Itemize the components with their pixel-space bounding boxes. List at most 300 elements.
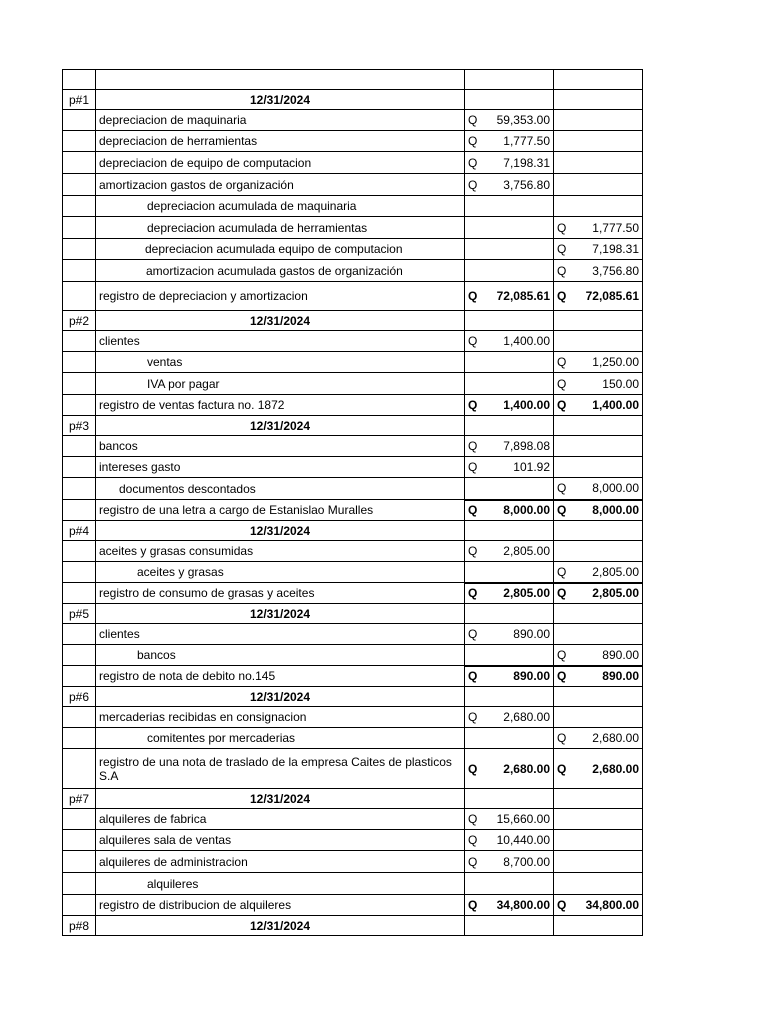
debit-cell [465,373,554,395]
account-row [63,436,643,457]
currency-symbol: Q [557,481,567,496]
account-name: alquileres [96,873,465,895]
account-name: amortizacion gastos de organización [96,174,465,196]
debit-cell [465,521,554,541]
account-name: bancos [96,436,465,457]
amount [557,762,639,776]
account-row [63,196,643,217]
credit-cell [554,239,643,260]
entry-total-row [63,395,643,416]
entry-total-row [63,666,643,687]
entry-date: 12/31/2024 [96,789,465,809]
amount [557,221,639,235]
credit-cell [554,416,643,436]
entry-number: p#3 [63,416,96,436]
total-credit [554,282,643,311]
debit-cell [465,457,554,478]
amount-value: 34,800.00 [585,898,639,912]
account-row [63,728,643,749]
blank-cell [63,110,96,131]
amount [557,731,639,745]
credit-cell [554,830,643,851]
debit-cell [465,728,554,749]
credit-cell [554,311,643,331]
account-name: alquileres de fabrica [96,809,465,830]
currency-symbol: Q [557,898,567,912]
amount [557,503,639,517]
credit-cell [554,90,643,110]
currency-symbol: Q [468,669,478,684]
account-name: depreciacion de herramientas [96,131,465,152]
amount-value: 7,198.31 [503,155,550,170]
credit-cell [554,110,643,131]
blank-cell [63,457,96,478]
entry-number: p#6 [63,687,96,707]
account-row [63,110,643,131]
amount [557,565,639,579]
total-debit [465,500,554,521]
debit-cell [465,131,554,152]
total-credit [554,395,643,416]
blank-cell [63,373,96,395]
amount-value: 890.00 [602,647,639,662]
total-debit [465,282,554,311]
entry-header-row [63,416,643,436]
debit-cell [465,110,554,131]
currency-symbol: Q [468,627,478,641]
credit-cell [554,562,643,583]
currency-symbol: Q [468,586,478,601]
amount-value: 101.92 [513,460,550,474]
account-row [63,217,643,239]
amount [468,439,550,453]
entry-date: 12/31/2024 [96,90,465,110]
credit-cell [554,916,643,936]
currency-symbol: Q [468,898,478,912]
account-row [63,830,643,851]
credit-cell [554,131,643,152]
blank-cell [63,174,96,196]
total-debit [465,749,554,789]
account-name: clientes [96,331,465,352]
debit-cell [465,707,554,728]
currency-symbol: Q [468,334,478,348]
currency-symbol: Q [557,376,567,391]
debit-cell [465,352,554,373]
amount [468,544,550,558]
currency-symbol: Q [557,355,567,369]
debit-cell [465,562,554,583]
entry-description: registro de consumo de grasas y aceites [96,583,465,604]
amount-value: 1,777.50 [592,220,639,235]
amount-value: 8,000.00 [503,503,550,518]
account-name: depreciacion de equipo de computacion [96,152,465,174]
blank-cell [63,541,96,562]
credit-cell [554,541,643,562]
header-cell [96,70,465,90]
blank-cell [63,196,96,217]
credit-cell [554,217,643,239]
account-name: aceites y grasas [96,562,465,583]
blank-cell [63,282,96,311]
entry-description: registro de una letra a cargo de Estanislao Muralles [96,500,465,521]
debit-cell [465,604,554,624]
debit-cell [465,174,554,196]
entry-date: 12/31/2024 [96,521,465,541]
entry-header-row [63,311,643,331]
amount [468,156,550,170]
debit-cell [465,331,554,352]
account-name: intereses gasto [96,457,465,478]
debit-cell [465,478,554,500]
debit-cell [465,687,554,707]
account-row [63,809,643,830]
entry-header-row [63,789,643,809]
amount [468,710,550,724]
amount [468,586,550,600]
account-row [63,239,643,260]
amount [557,264,639,278]
amount [468,503,550,517]
currency-symbol: Q [468,503,478,518]
amount-value: 1,400.00 [592,398,639,412]
debit-cell [465,239,554,260]
debit-cell [465,851,554,873]
amount-value: 2,680.00 [592,731,639,745]
credit-cell [554,624,643,645]
currency-symbol: Q [557,586,567,601]
blank-cell [63,895,96,916]
amount [468,398,550,412]
account-name: IVA por pagar [96,373,465,395]
debit-cell [465,830,554,851]
amount [557,669,639,683]
currency-symbol: Q [557,398,567,412]
amount-value: 890.00 [513,669,550,684]
blank-cell [63,624,96,645]
header-row [63,70,643,90]
entry-total-row [63,583,643,604]
total-debit [465,895,554,916]
journal-table [62,69,643,936]
account-row [63,873,643,895]
entry-description: registro de una nota de traslado de la empresa Caites de plasticos S.A [96,749,465,789]
blank-cell [63,707,96,728]
currency-symbol: Q [557,669,567,684]
amount [468,334,550,348]
debit-cell [465,809,554,830]
amount-value: 1,777.50 [503,134,550,148]
account-name: documentos descontados [96,478,465,500]
credit-cell [554,728,643,749]
account-row [63,331,643,352]
amount [557,586,639,600]
blank-cell [63,666,96,687]
amount-value: 3,756.80 [503,177,550,192]
currency-symbol: Q [468,398,478,412]
amount [468,812,550,826]
blank-cell [63,830,96,851]
entry-description: registro de distribucion de alquileres [96,895,465,916]
credit-cell [554,331,643,352]
debit-cell [465,217,554,239]
amount [468,178,550,192]
credit-cell [554,457,643,478]
entry-date: 12/31/2024 [96,916,465,936]
amount-value: 3,756.80 [592,263,639,278]
currency-symbol: Q [557,761,567,776]
currency-symbol: Q [468,113,478,127]
blank-cell [63,645,96,666]
amount [557,648,639,662]
currency-symbol: Q [557,289,567,303]
amount-value: 150.00 [602,376,639,391]
entry-header-row [63,521,643,541]
currency-symbol: Q [468,439,478,453]
header-cell [63,70,96,90]
total-credit [554,666,643,687]
account-row [63,562,643,583]
currency-symbol: Q [468,177,478,192]
entry-number: p#2 [63,311,96,331]
amount-value: 890.00 [513,627,550,641]
account-row [63,851,643,873]
credit-cell [554,260,643,282]
blank-cell [63,131,96,152]
amount [557,289,639,303]
debit-cell [465,873,554,895]
currency-symbol: Q [557,647,567,662]
amount-value: 34,800.00 [496,898,550,912]
blank-cell [63,583,96,604]
account-row [63,152,643,174]
account-name: depreciacion de maquinaria [96,110,465,131]
debit-cell [465,311,554,331]
credit-cell [554,436,643,457]
entry-number: p#8 [63,916,96,936]
entry-date: 12/31/2024 [96,416,465,436]
account-row [63,645,643,666]
amount [468,627,550,641]
currency-symbol: Q [557,731,567,745]
header-cell [554,70,643,90]
account-name: amortizacion acumulada gastos de organización [96,260,465,282]
account-row [63,624,643,645]
account-name: depreciacion acumulada de herramientas [96,217,465,239]
amount-value: 1,400.00 [503,398,550,412]
account-name: comitentes por mercaderias [96,728,465,749]
entry-header-row [63,916,643,936]
credit-cell [554,373,643,395]
entry-header-row [63,604,643,624]
amount-value: 72,085.61 [585,289,639,303]
currency-symbol: Q [468,812,478,826]
entry-header-row [63,90,643,110]
debit-cell [465,260,554,282]
amount [468,460,550,474]
credit-cell [554,809,643,830]
credit-cell [554,873,643,895]
amount [557,481,639,495]
entry-total-row [63,500,643,521]
blank-cell [63,728,96,749]
blank-cell [63,749,96,789]
debit-cell [465,789,554,809]
amount-value: 8,000.00 [592,481,639,496]
credit-cell [554,645,643,666]
entry-number: p#1 [63,90,96,110]
currency-symbol: Q [468,155,478,170]
account-row [63,457,643,478]
credit-cell [554,687,643,707]
amount-value: 15,660.00 [496,812,550,826]
entry-description: registro de nota de debito no.145 [96,666,465,687]
entry-number: p#7 [63,789,96,809]
credit-cell [554,174,643,196]
amount [468,762,550,776]
amount [468,134,550,148]
currency-symbol: Q [468,761,478,776]
blank-cell [63,873,96,895]
credit-cell [554,789,643,809]
currency-symbol: Q [557,263,567,278]
blank-cell [63,500,96,521]
debit-cell [465,416,554,436]
entry-description: registro de ventas factura no. 1872 [96,395,465,416]
account-row [63,352,643,373]
currency-symbol: Q [557,220,567,235]
account-name: aceites y grasas consumidas [96,541,465,562]
amount [468,669,550,683]
amount [468,898,550,912]
credit-cell [554,478,643,500]
currency-symbol: Q [468,134,478,148]
entry-date: 12/31/2024 [96,604,465,624]
blank-cell [63,152,96,174]
debit-cell [465,645,554,666]
amount-value: 890.00 [602,669,639,684]
amount-value: 2,680.00 [503,761,550,776]
currency-symbol: Q [468,710,478,724]
amount-value: 2,805.00 [503,544,550,558]
amount-value: 7,198.31 [592,242,639,256]
credit-cell [554,152,643,174]
total-debit [465,583,554,604]
credit-cell [554,196,643,217]
account-name: alquileres sala de ventas [96,830,465,851]
blank-cell [63,352,96,373]
amount [557,898,639,912]
blank-cell [63,478,96,500]
entry-total-row [63,895,643,916]
amount-value: 10,440.00 [496,833,550,847]
total-debit [465,395,554,416]
blank-cell [63,395,96,416]
debit-cell [465,436,554,457]
entry-total-row [63,749,643,789]
amount [557,242,639,256]
amount [468,289,550,303]
amount-value: 2,805.00 [503,586,550,601]
amount-value: 72,085.61 [496,289,550,303]
account-name: depreciacion acumulada de maquinaria [96,196,465,217]
account-name: alquileres de administracion [96,851,465,873]
amount-value: 2,805.00 [592,564,639,579]
blank-cell [63,260,96,282]
entry-header-row [63,687,643,707]
amount [557,398,639,412]
amount [468,113,550,127]
currency-symbol: Q [468,289,478,303]
total-credit [554,583,643,604]
account-row [63,541,643,562]
blank-cell [63,239,96,260]
entry-total-row [63,282,643,311]
account-name: bancos [96,645,465,666]
amount-value: 2,805.00 [592,586,639,601]
amount [468,833,550,847]
journal-body [63,70,643,936]
blank-cell [63,809,96,830]
credit-cell [554,521,643,541]
account-name: ventas [96,352,465,373]
account-row [63,131,643,152]
credit-cell [554,851,643,873]
account-name: mercaderias recibidas en consignacion [96,707,465,728]
amount-value: 2,680.00 [503,710,550,724]
header-cell [465,70,554,90]
total-credit [554,500,643,521]
amount-value: 2,680.00 [592,761,639,776]
account-name: depreciacion acumulada equipo de computacion [96,239,465,260]
currency-symbol: Q [557,564,567,579]
currency-symbol: Q [468,544,478,558]
entry-description: registro de depreciacion y amortizacion [96,282,465,311]
entry-date: 12/31/2024 [96,687,465,707]
account-row [63,707,643,728]
amount [468,855,550,869]
entry-number: p#4 [63,521,96,541]
debit-cell [465,90,554,110]
blank-cell [63,436,96,457]
entry-number: p#5 [63,604,96,624]
debit-cell [465,196,554,217]
credit-cell [554,707,643,728]
debit-cell [465,916,554,936]
credit-cell [554,604,643,624]
account-row [63,174,643,196]
currency-symbol: Q [468,854,478,869]
amount-value: 7,898.08 [503,439,550,453]
amount [557,355,639,369]
amount-value: 59,353.00 [496,113,550,127]
currency-symbol: Q [468,460,478,474]
account-row [63,373,643,395]
total-credit [554,749,643,789]
debit-cell [465,624,554,645]
total-credit [554,895,643,916]
amount-value: 1,400.00 [503,334,550,348]
currency-symbol: Q [557,242,567,256]
total-debit [465,666,554,687]
currency-symbol: Q [468,833,478,847]
blank-cell [63,851,96,873]
account-row [63,260,643,282]
blank-cell [63,562,96,583]
amount-value: 8,700.00 [503,854,550,869]
debit-cell [465,541,554,562]
account-name: clientes [96,624,465,645]
